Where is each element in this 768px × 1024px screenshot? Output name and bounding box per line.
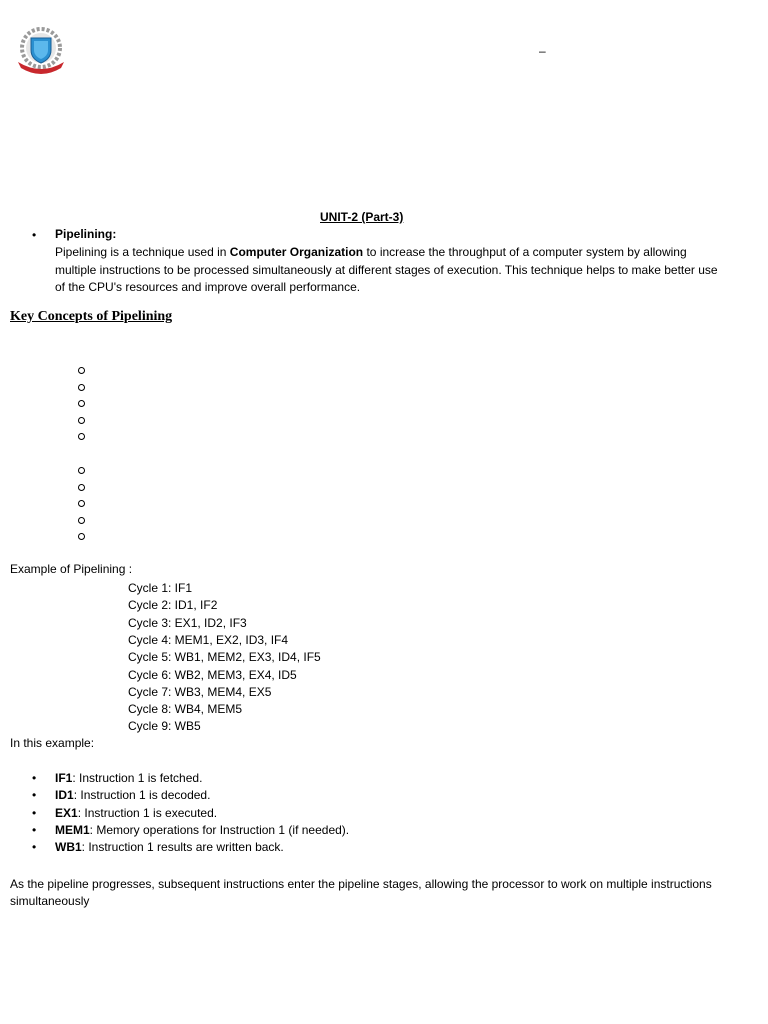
cycle-line: Cycle 7: WB3, MEM4, EX5 [128, 684, 272, 699]
stage-list-item [55, 787, 210, 804]
bullet-icon: • [32, 771, 37, 785]
stage-description: : Instruction 1 is fetched. [72, 771, 203, 785]
cycle-line: Cycle 5: WB1, MEM2, EX3, ID4, IF5 [128, 650, 321, 665]
header-dash: – [539, 44, 546, 58]
stage-list-item [55, 805, 217, 822]
stage-description: : Instruction 1 is decoded. [73, 788, 211, 803]
example-intro: In this example: [10, 736, 95, 750]
stage-term: EX1 [55, 805, 78, 820]
stage-description: : Instruction 1 is executed. [77, 805, 218, 820]
bullet-icon: • [32, 840, 37, 855]
cycle-line: Cycle 1: IF1 [128, 581, 193, 595]
stage-list-item [55, 770, 202, 787]
stage-description: : Memory operations for Instruction 1 (if needed). [89, 822, 350, 837]
sub-bullet-circle-icon [78, 500, 85, 507]
cycle-line: Cycle 6: WB2, MEM3, EX4, ID5 [128, 667, 297, 682]
bullet-icon: • [32, 805, 37, 820]
stage-term: IF1 [55, 771, 73, 785]
cycle-line: Cycle 4: MEM1, EX2, ID3, IF4 [128, 632, 289, 647]
sub-bullet-circle-icon [78, 433, 85, 440]
institution-logo [14, 26, 68, 76]
bullet-icon: • [32, 788, 37, 803]
stage-term: ID1 [55, 788, 74, 803]
stage-term: WB1 [55, 840, 82, 855]
cycle-line: Cycle 8: WB4, MEM5 [128, 702, 243, 717]
cycle-line: Cycle 3: EX1, ID2, IF3 [128, 615, 247, 630]
example-label: Example of Pipelining : [10, 562, 133, 576]
stage-description: : Instruction 1 results are written back. [81, 840, 284, 855]
sub-bullet-circle-icon [78, 384, 85, 391]
stage-term: MEM1 [55, 822, 90, 837]
sub-bullet-circle-icon [78, 400, 85, 407]
sub-bullet-circle-icon [78, 533, 85, 540]
bullet-icon: • [32, 822, 37, 837]
sub-bullet-circle-icon [78, 517, 85, 524]
stage-list-item [55, 822, 349, 839]
page-title: UNIT-2 (Part-3) [320, 210, 404, 224]
pipelining-heading: Pipelining: [55, 227, 117, 241]
sub-bullet-circle-icon [78, 417, 85, 424]
cycle-line: Cycle 9: WB5 [128, 719, 201, 734]
stage-list-item [55, 839, 284, 856]
sub-bullet-circle-icon [78, 484, 85, 491]
bullet-icon: • [32, 228, 37, 242]
sub-bullet-circle-icon [78, 367, 85, 374]
closing-paragraph: As the pipeline progresses, subsequent instructions enter the pipeline stages, allowing the processor to work on multiple instructions simultaneously [10, 877, 712, 908]
pipelining-paragraph: Pipelining is a technique used in Computer Organization to increase the throughput of a computer system by allowing multiple instructions to be processed simultaneously at different stages of execution. This technique helps to make better use of the CPU's resources and improve overall performance. [55, 245, 718, 294]
sub-bullet-circle-icon [78, 467, 85, 474]
cycle-line: Cycle 2: ID1, IF2 [128, 598, 218, 613]
key-concepts-heading: Key Concepts of Pipelining [10, 309, 173, 324]
